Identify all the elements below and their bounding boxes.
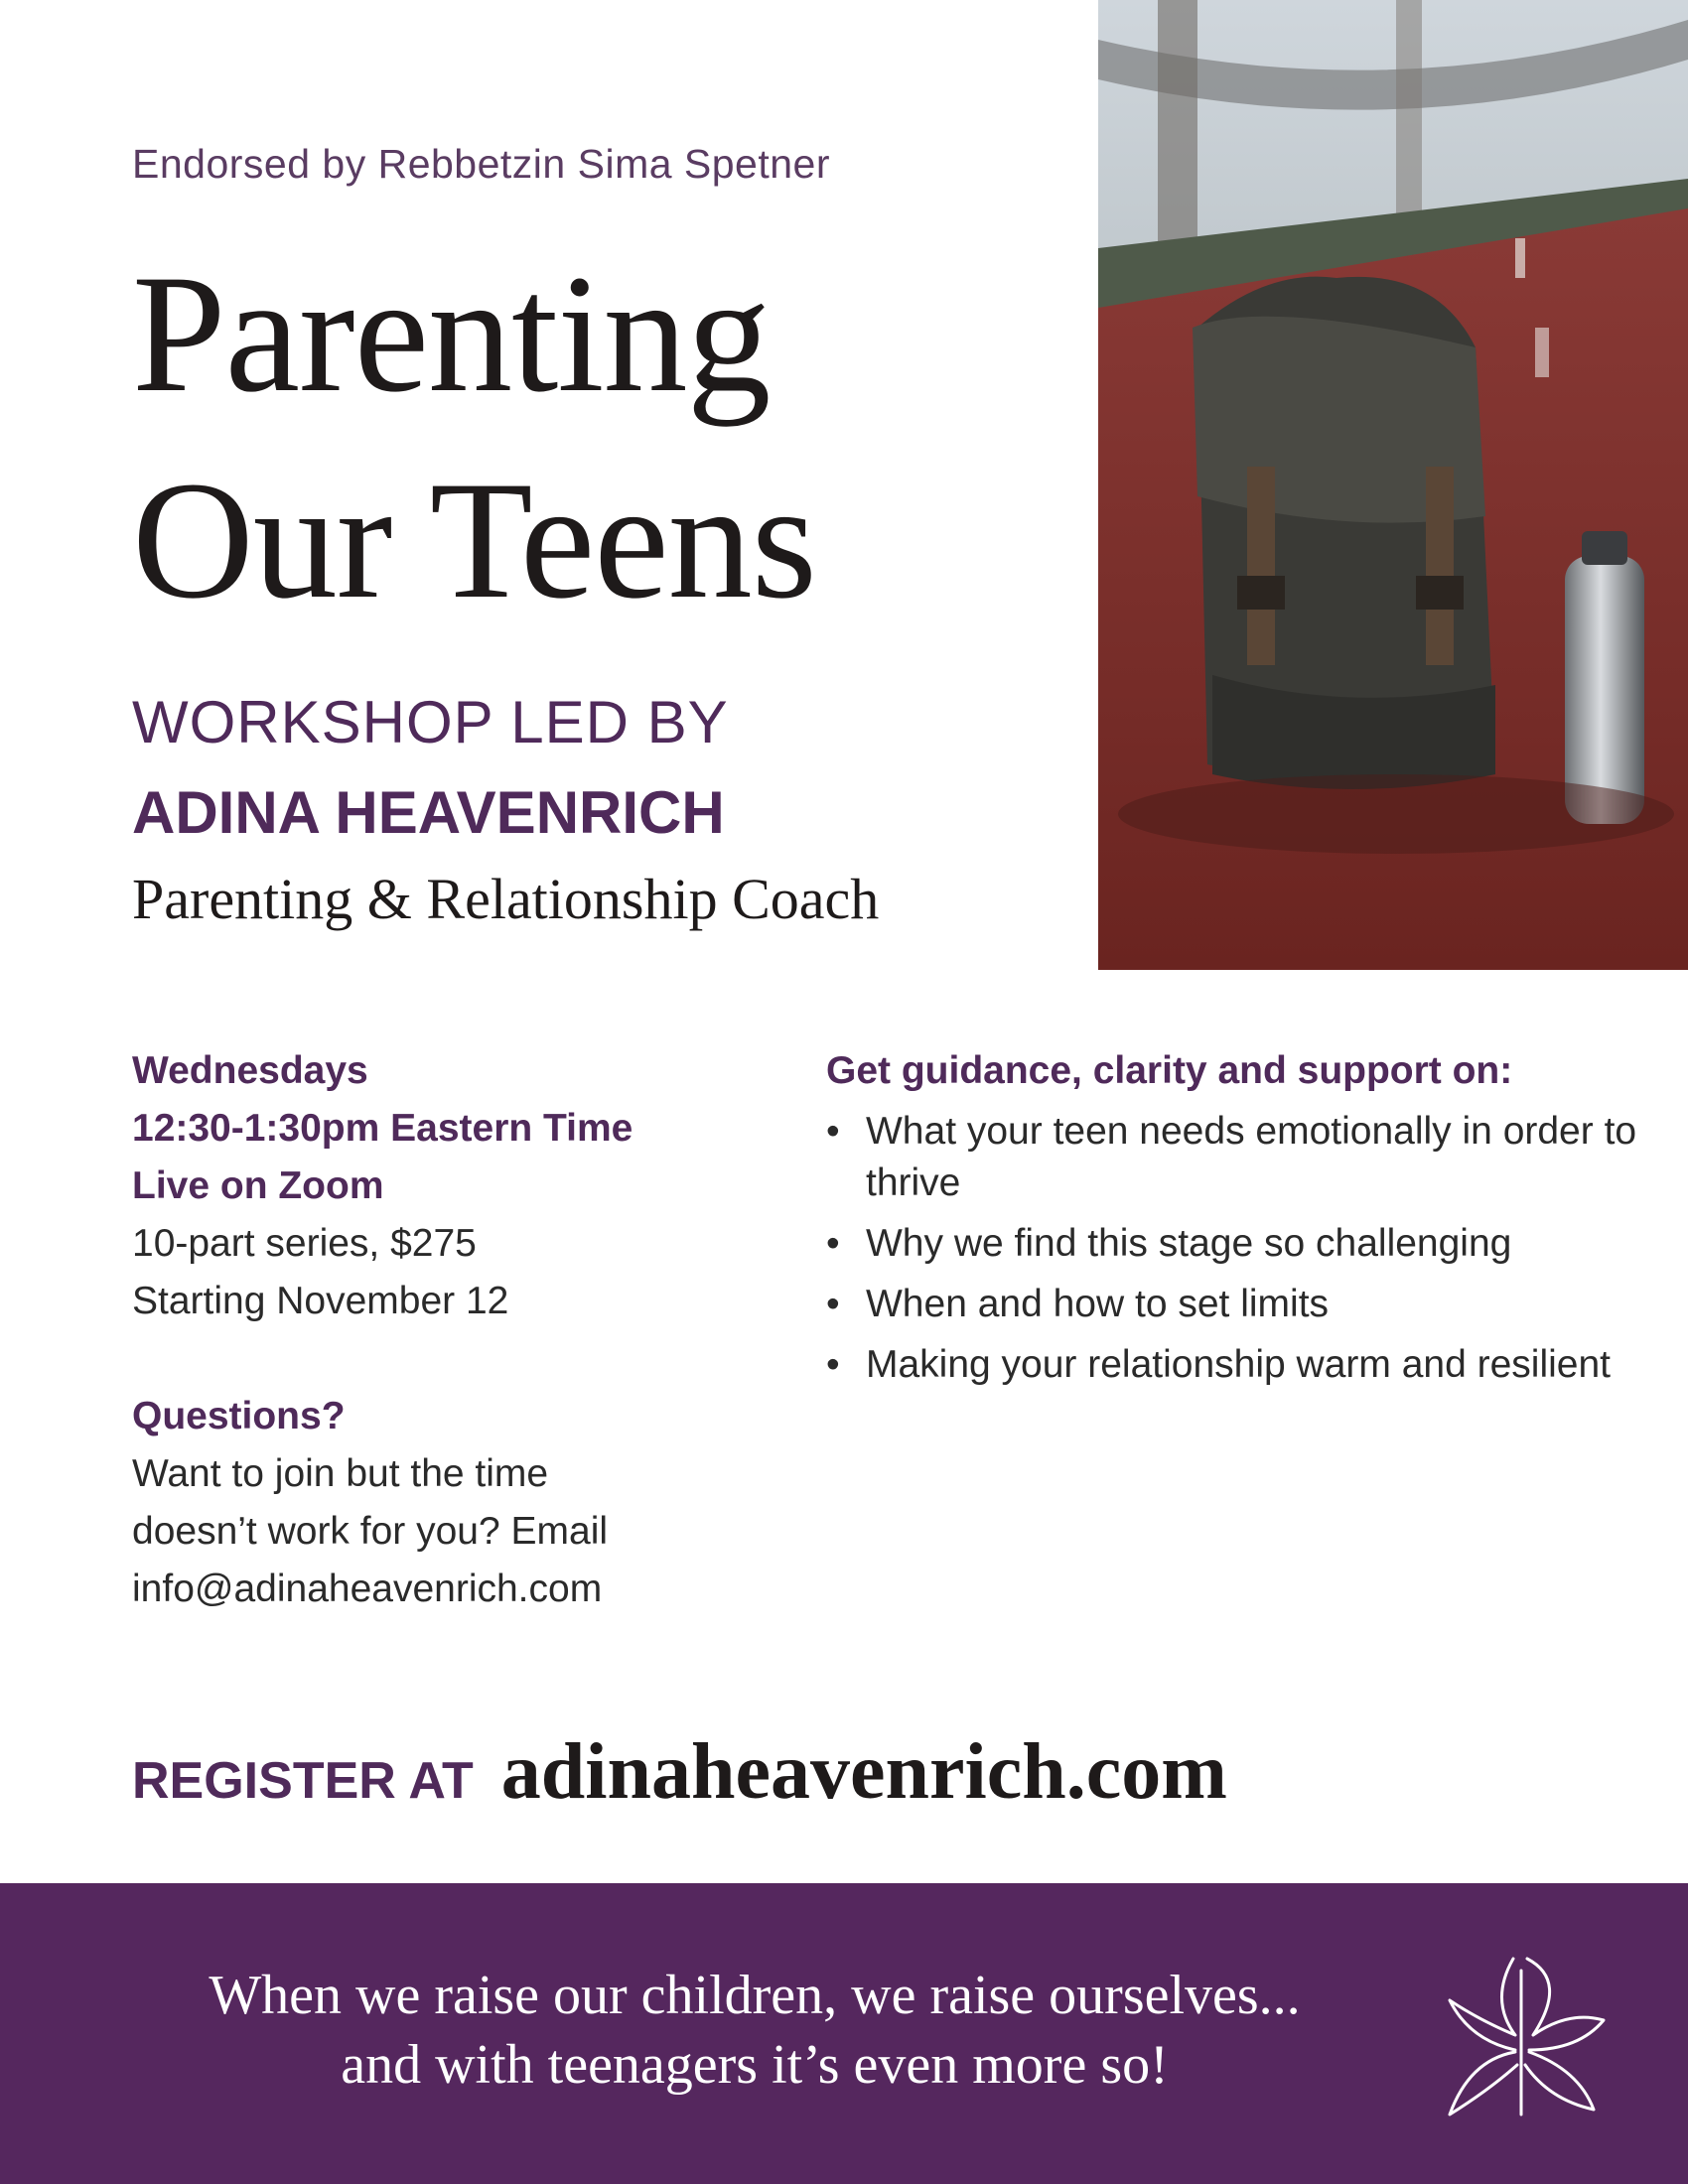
list-item xyxy=(826,1106,1640,1209)
list-item xyxy=(826,1279,1640,1330)
register-label: REGISTER AT xyxy=(132,1752,474,1810)
workshop-label: WORKSHOP LED BY xyxy=(132,689,729,755)
bullet-icon: • xyxy=(826,1222,840,1265)
endorsement-text: Endorsed by Rebbetzin Sima Spetner xyxy=(132,141,831,187)
topic-text: What your teen needs emotionally in order to thrive xyxy=(866,1110,1637,1204)
topics-list xyxy=(826,1106,1640,1391)
footer-banner xyxy=(0,1883,1688,2184)
quote-line-1: When we raise our children, we raise ourselves... xyxy=(209,1965,1301,2026)
title-line-2: Our Teens xyxy=(132,447,816,633)
schedule-location: Live on Zoom xyxy=(132,1164,384,1207)
list-item xyxy=(826,1218,1640,1270)
register-line xyxy=(132,1727,1227,1827)
questions-line-1: Want to join but the time xyxy=(132,1452,549,1495)
schedule-time: 12:30-1:30pm Eastern Time xyxy=(132,1107,633,1150)
list-item xyxy=(826,1339,1640,1391)
topic-text: Making your relationship warm and resilient xyxy=(866,1343,1612,1386)
quote-line-2: and with teenagers it’s even more so! xyxy=(341,2034,1169,2096)
title-line-1: Parenting xyxy=(132,240,771,427)
topics-column xyxy=(826,1042,1640,1400)
schedule-column xyxy=(132,1042,748,1618)
butterfly-icon xyxy=(1430,1941,1618,2139)
bullet-icon: • xyxy=(826,1110,840,1153)
bullet-icon: • xyxy=(826,1343,840,1386)
questions-heading: Questions? xyxy=(132,1395,346,1437)
topic-text: Why we find this stage so challenging xyxy=(866,1222,1512,1265)
topics-heading: Get guidance, clarity and support on: xyxy=(826,1049,1513,1092)
bullet-icon: • xyxy=(826,1283,840,1325)
leader-name: ADINA HEAVENRICH xyxy=(132,779,725,846)
footer-quote xyxy=(159,1961,1350,2100)
contact-email[interactable]: info@adinaheavenrich.com xyxy=(132,1568,603,1610)
topic-text: When and how to set limits xyxy=(866,1283,1330,1325)
leader-role: Parenting & Relationship Coach xyxy=(132,867,880,931)
schedule-start: Starting November 12 xyxy=(132,1280,509,1322)
page-title xyxy=(132,230,816,643)
schedule-series: 10-part series, $275 xyxy=(132,1222,477,1265)
questions-line-2: doesn’t work for you? Email xyxy=(132,1510,609,1553)
register-url-link[interactable]: adinaheavenrich.com xyxy=(500,1728,1227,1816)
schedule-day: Wednesdays xyxy=(132,1049,368,1092)
backpack-photo xyxy=(1098,0,1688,970)
